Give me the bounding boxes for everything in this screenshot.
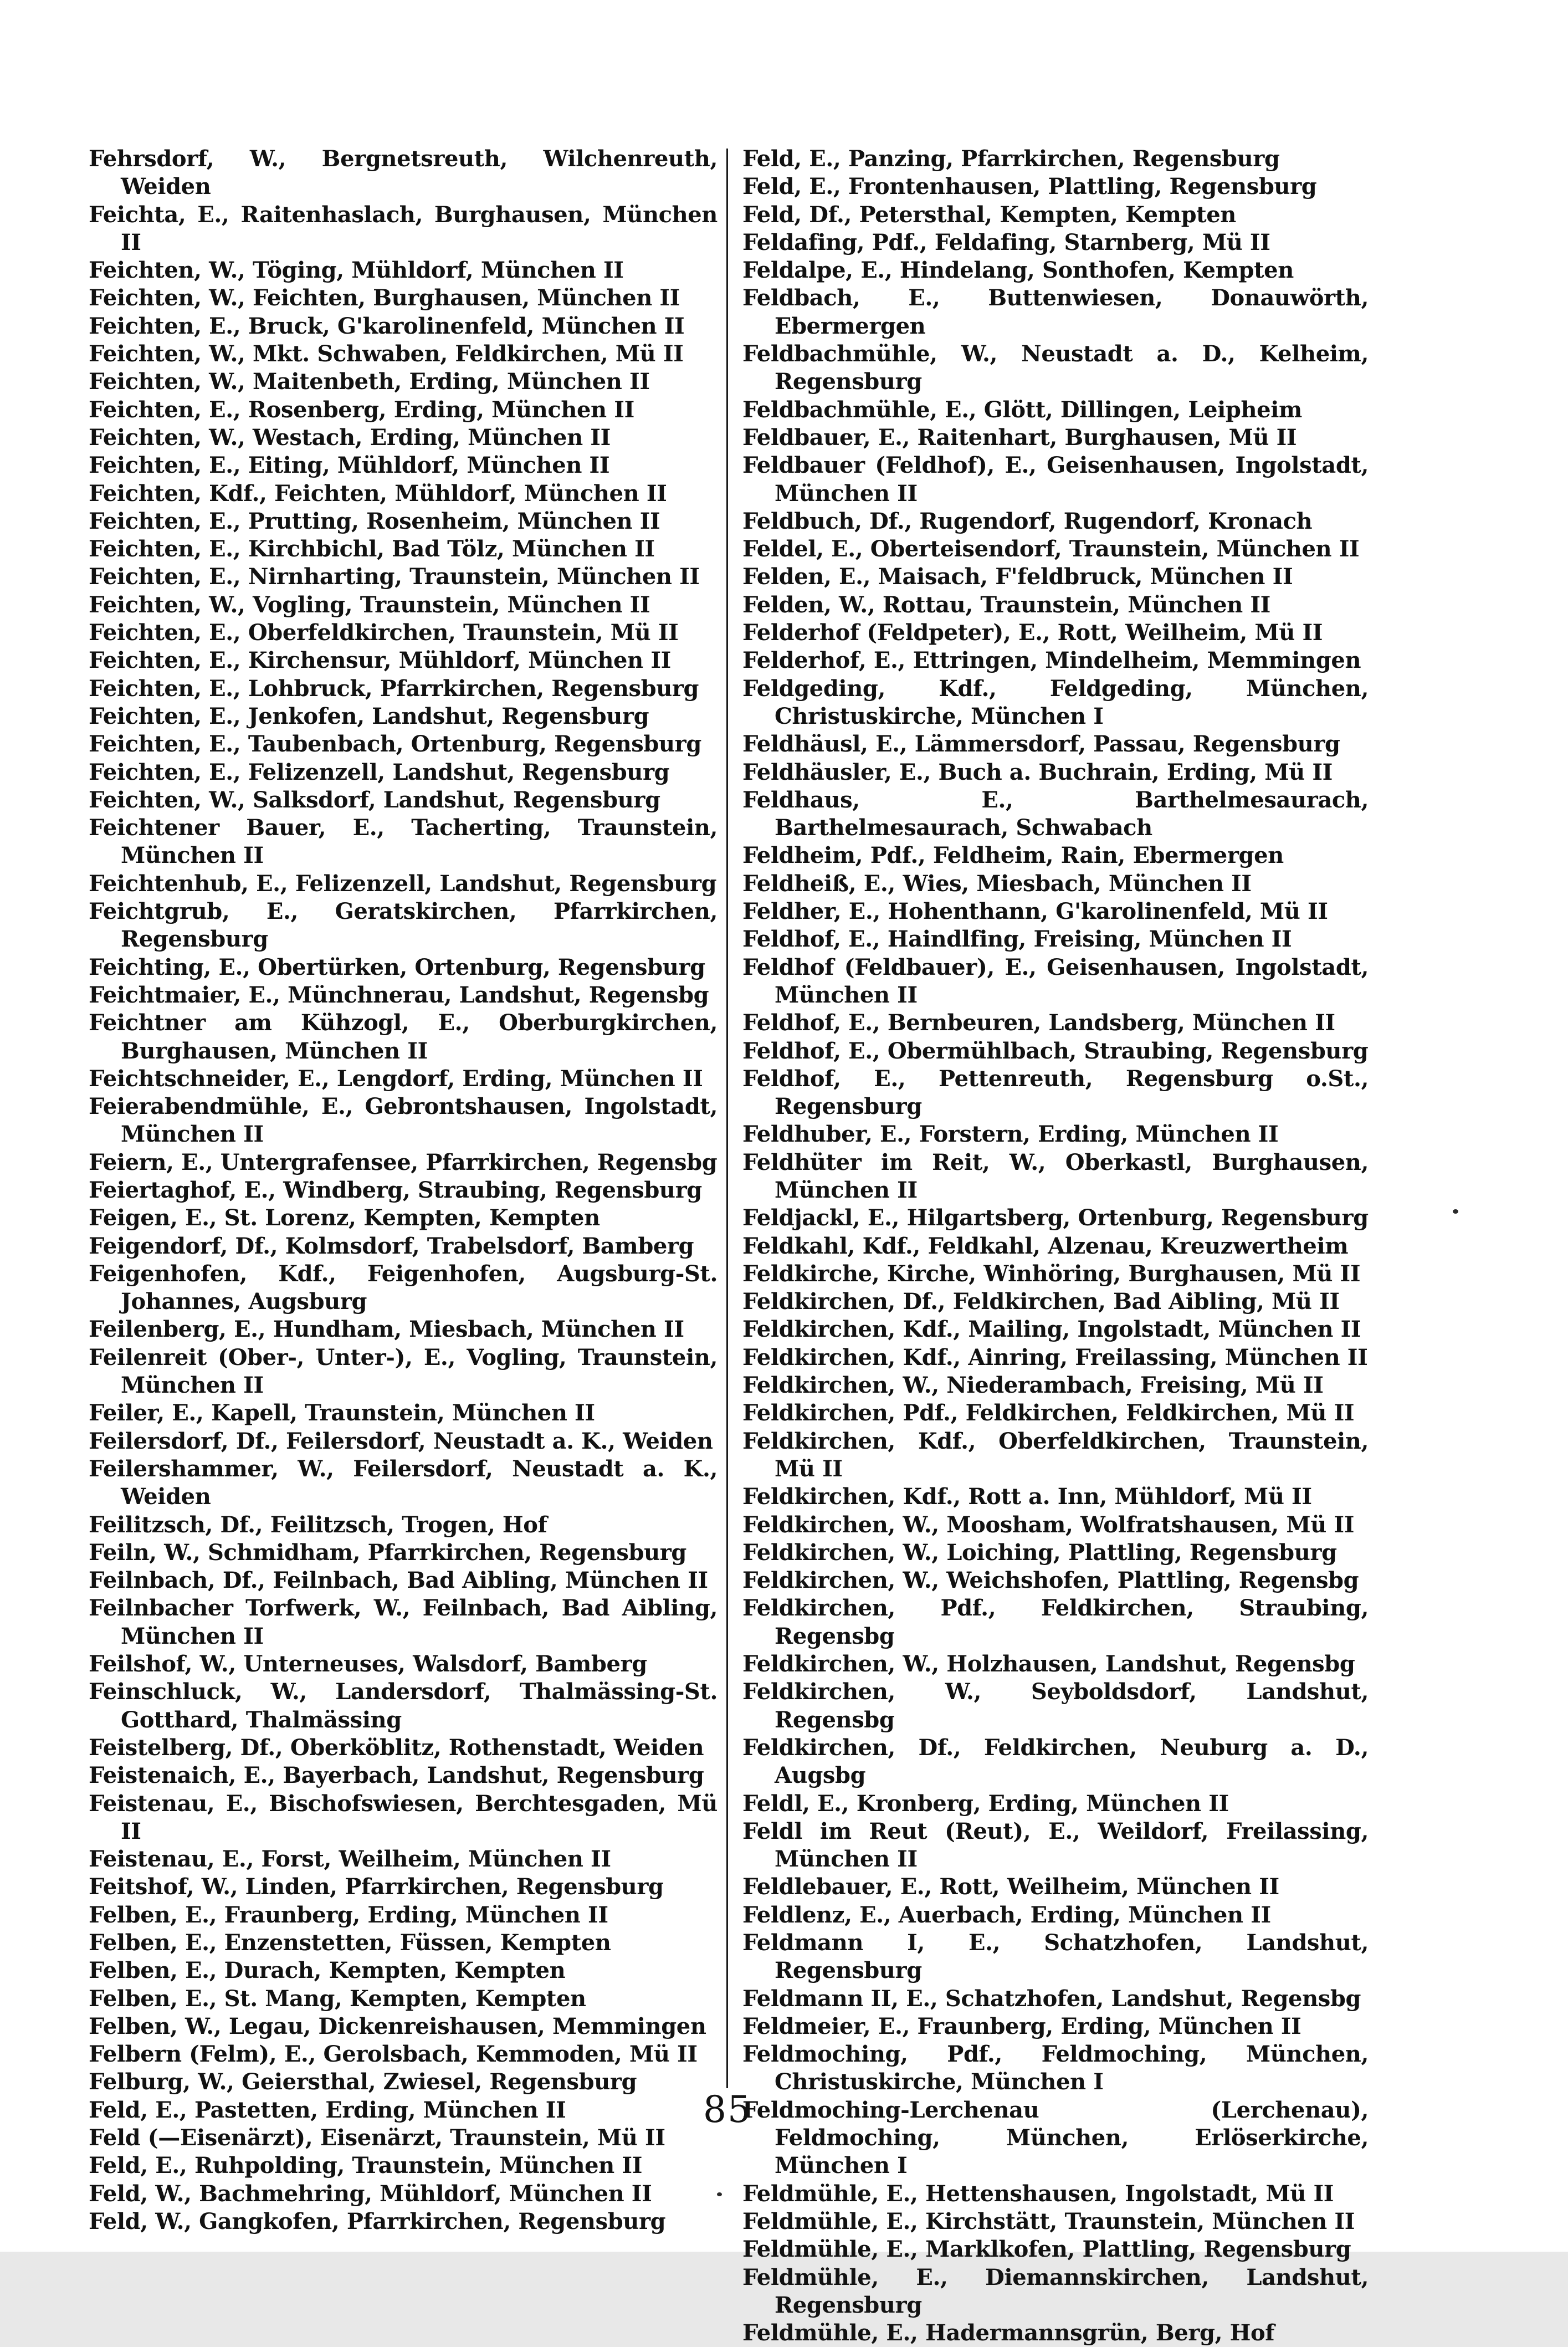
directory-entry: Feldmühle, E., Diemannskirchen, Landshut, Regensburg [742,2264,1369,2318]
directory-entry: Feldher, E., Hohenthann, G'karolinenfeld, Mü II [742,898,1328,925]
directory-entry: Felben, E., Durach, Kempten, Kempten [89,1957,566,1984]
directory-entry: Feichten, E., Felizenzell, Landshut, Regensburg [89,759,670,785]
directory-entry: Feitshof, W., Linden, Pfarrkirchen, Regensburg [89,1874,664,1900]
directory-entry: Feldkirchen, Kdf., Oberfeldkirchen, Traunstein, Mü II [742,1428,1369,1482]
directory-entry: Feldbauer (Feldhof), E., Geisenhausen, Ingolstadt, München II [742,452,1369,507]
directory-entry: Feldheiß, E., Wies, Miesbach, München II [742,870,1252,897]
directory-entry: Feiern, E., Untergrafensee, Pfarrkirchen, Regensbg [89,1149,718,1175]
directory-entry: Feld, E., Pastetten, Erding, München II [89,2097,566,2123]
directory-entry: Feldel, E., Oberteisendorf, Traunstein, München II [742,536,1360,563]
directory-entry: Felden, W., Rottau, Traunstein, München II [742,591,1270,618]
directory-entry: Feldjackl, E., Hilgartsberg, Ortenburg, Regensburg [742,1205,1369,1231]
directory-entry: Felben, W., Legau, Dickenreishausen, Memmingen [89,2013,706,2039]
directory-entry: Feldheim, Pdf., Feldheim, Rain, Ebermergen [742,842,1284,869]
directory-entry: Feiln, W., Schmidham, Pfarrkirchen, Regensburg [89,1539,687,1566]
directory-entry: Feldbuch, Df., Rugendorf, Rugendorf, Kronach [742,508,1313,534]
directory-entry: Feichten, E., Nirnharting, Traunstein, München II [89,564,700,590]
directory-entry: Feldkirchen, Pdf., Feldkirchen, Feldkirchen, Mü II [742,1400,1355,1426]
directory-entry: Feichten, E., Eiting, Mühldorf, München II [89,452,610,479]
directory-entry: Feld, Df., Petersthal, Kempten, Kempten [742,201,1236,228]
directory-entry: Feld (—Eisenärzt), Eisenärzt, Traunstein, Mü II [89,2125,665,2151]
directory-entry: Feichten, E., Oberfeldkirchen, Traunstein, Mü II [89,620,679,646]
directory-entry: Feierabendmühle, E., Gebrontshausen, Ingolstadt, München II [89,1093,718,1148]
directory-entry: Feld, W., Bachmehring, Mühldorf, München II [89,2180,652,2207]
directory-column-right [742,145,1369,2347]
directory-entry: Feldmühle, E., Kirchstätt, Traunstein, München II [742,2208,1355,2234]
directory-entry: Feigen, E., St. Lorenz, Kempten, Kempten [89,1205,600,1231]
directory-entry: Felderhof (Feldpeter), E., Rott, Weilheim, Mü II [742,620,1323,646]
directory-entry: Feldlenz, E., Auerbach, Erding, München II [742,1901,1271,1928]
directory-entry: Feistenau, E., Forst, Weilheim, München II [89,1846,611,1873]
directory-entry: Feldalpe, E., Hindelang, Sonthofen, Kempten [742,257,1294,284]
directory-entry: Feldkirchen, W., Seyboldsdorf, Landshut, Regensbg [742,1679,1369,1733]
column-divider-rule [726,149,728,2088]
directory-entry: Feldbachmühle, W., Neustadt a. D., Kelheim, Regensburg [742,341,1369,395]
directory-entry: Feldbauer, E., Raitenhart, Burghausen, Mü II [742,424,1297,451]
directory-entry: Feld, E., Frontenhausen, Plattling, Regensburg [742,173,1317,200]
directory-entry: Feistenaich, E., Bayerbach, Landshut, Regensburg [89,1762,704,1789]
directory-entry: Feldhaus, E., Barthelmesaurach, Barthelmesaurach, Schwabach [742,786,1369,841]
directory-entry: Feichten, E., Kirchensur, Mühldorf, München II [89,647,671,674]
directory-entry: Feichtgrub, E., Geratskirchen, Pfarrkirchen, Regensburg [89,898,718,953]
directory-entry: Feldkahl, Kdf., Feldkahl, Alzenau, Kreuzwertheim [742,1233,1349,1259]
directory-entry: Feilenreit (Ober-, Unter-), E., Vogling, Traunstein, München II [89,1344,718,1399]
directory-entry: Feld, E., Panzing, Pfarrkirchen, Regensburg [742,146,1280,172]
directory-entry: Feldkirche, Kirche, Winhöring, Burghausen, Mü II [742,1260,1361,1287]
directory-entry: Feldhäusl, E., Lämmersdorf, Passau, Regensburg [742,731,1340,758]
directory-entry: Feldmoching-Lerchenau (Lerchenau), Feldmoching, München, Erlöserkirche, München I [742,2097,1369,2179]
directory-entry: Feigenhofen, Kdf., Feigenhofen, Augsburg-St. Johannes, Augsburg [89,1260,718,1315]
directory-column-left [89,145,718,2236]
directory-entry: Feichten, Kdf., Feichten, Mühldorf, München II [89,480,667,507]
directory-entry: Fehrsdorf, W., Bergnetsreuth, Wilchenreuth, Weiden [89,146,718,200]
directory-entry: Feichten, W., Maitenbeth, Erding, München II [89,369,650,395]
directory-entry: Felbern (Felm), E., Gerolsbach, Kemmoden, Mü II [89,2041,698,2068]
directory-entry: Feldkirchen, Pdf., Feldkirchen, Straubing, Regensbg [742,1595,1369,1649]
directory-entry: Feilenberg, E., Hundham, Miesbach, München II [89,1316,684,1343]
directory-entry: Feldkirchen, Kdf., Ainring, Freilassing, München II [742,1344,1368,1371]
directory-entry: Felderhof, E., Ettringen, Mindelheim, Memmingen [742,647,1361,674]
directory-entry: Feldbach, E., Buttenwiesen, Donauwörth, Ebermergen [742,285,1369,339]
directory-entry: Feldbachmühle, E., Glött, Dillingen, Leipheim [742,396,1302,423]
directory-entry: Feldhof, E., Pettenreuth, Regensburg o.St., Regensburg [742,1065,1369,1120]
directory-entry: Feiertaghof, E., Windberg, Straubing, Regensburg [89,1177,702,1203]
directory-entry: Felben, E., Fraunberg, Erding, München II [89,1901,608,1928]
directory-entry: Feldkirchen, W., Loiching, Plattling, Regensburg [742,1539,1337,1566]
directory-entry: Feichten, W., Vogling, Traunstein, München II [89,591,650,618]
directory-entry: Feldhof, E., Bernbeuren, Landsberg, München II [742,1010,1335,1036]
directory-entry: Feldafing, Pdf., Feldafing, Starnberg, Mü II [742,229,1270,255]
directory-entry: Feigendorf, Df., Kolmsdorf, Trabelsdorf, Bamberg [89,1233,694,1259]
directory-entry: Feilnbach, Df., Feilnbach, Bad Aibling, München II [89,1567,708,1594]
directory-entry: Feistelberg, Df., Oberköblitz, Rothenstadt, Weiden [89,1734,704,1761]
directory-entry: Feichten, E., Taubenbach, Ortenburg, Regensburg [89,731,701,758]
directory-entry: Feldmoching, Pdf., Feldmoching, München, Christuskirche, München I [742,2041,1369,2095]
directory-entry: Feldgeding, Kdf., Feldgeding, München, Christuskirche, München I [742,675,1369,729]
directory-entry: Feldmühle, E., Hettenshausen, Ingolstadt, Mü II [742,2180,1334,2207]
directory-entry: Feichten, W., Feichten, Burghausen, München II [89,285,680,311]
directory-entry: Feld, E., Ruhpolding, Traunstein, München II [89,2152,643,2179]
directory-entry: Feldkirchen, W., Niederambach, Freising, Mü II [742,1372,1324,1399]
directory-entry: Felben, E., St. Mang, Kempten, Kempten [89,1985,586,2012]
directory-entry: Feldhof, E., Haindlfing, Freising, München II [742,926,1292,953]
directory-entry: Feldhüter im Reit, W., Oberkastl, Burghausen, München II [742,1149,1369,1203]
directory-entry: Feldkirchen, Kdf., Mailing, Ingolstadt, München II [742,1316,1361,1343]
directory-entry: Feichten, W., Töging, Mühldorf, München II [89,257,624,284]
directory-entry: Feichta, E., Raitenhaslach, Burghausen, München II [89,201,718,255]
directory-entry: Feldkirchen, W., Moosham, Wolfratshausen, Mü II [742,1511,1355,1538]
directory-entry: Feldl, E., Kronberg, Erding, München II [742,1790,1229,1817]
directory-entry: Feichten, W., Salksdorf, Landshut, Regensburg [89,786,660,813]
directory-entry: Feldlebauer, E., Rott, Weilheim, München II [742,1874,1279,1900]
directory-entry: Feldkirchen, W., Holzhausen, Landshut, Regensbg [742,1651,1355,1678]
directory-entry: Felden, E., Maisach, F'feldbruck, München II [742,564,1293,590]
scan-speck [717,2192,722,2196]
directory-entry: Feistenau, E., Bischofswiesen, Berchtesgaden, Mü II [89,1790,718,1844]
directory-entry: Feilershammer, W., Feilersdorf, Neustadt a. K., Weiden [89,1455,718,1510]
directory-entry: Feiler, E., Kapell, Traunstein, München II [89,1400,595,1426]
directory-entry: Feichtmaier, E., Münchnerau, Landshut, Regensbg [89,981,709,1008]
directory-entry: Feichten, W., Westach, Erding, München II [89,424,611,451]
page-number: 85 [703,2088,752,2131]
directory-entry: Feldkirchen, W., Weichshofen, Plattling, Regensbg [742,1567,1359,1594]
directory-entry: Feichten, E., Rosenberg, Erding, München II [89,396,634,423]
directory-entry: Feld, W., Gangkofen, Pfarrkirchen, Regensburg [89,2208,666,2234]
directory-entry: Feichten, E., Prutting, Rosenheim, München II [89,508,660,534]
directory-entry: Feichtener Bauer, E., Tacherting, Traunstein, München II [89,815,718,869]
directory-entry: Feilnbacher Torfwerk, W., Feilnbach, Bad Aibling, München II [89,1595,718,1649]
directory-entry: Feldhuber, E., Forstern, Erding, München II [742,1121,1279,1148]
directory-entry: Feldhof (Feldbauer), E., Geisenhausen, Ingolstadt, München II [742,954,1369,1008]
directory-entry: Feldhof, E., Obermühlbach, Straubing, Regensburg [742,1037,1369,1064]
directory-entry: Feldmeier, E., Fraunberg, Erding, München II [742,2013,1301,2039]
directory-entry: Feichten, E., Kirchbichl, Bad Tölz, München II [89,536,655,563]
directory-entry: Feilitzsch, Df., Feilitzsch, Trogen, Hof [89,1511,547,1538]
directory-entry: Feldl im Reut (Reut), E., Weildorf, Freilassing, München II [742,1818,1369,1873]
directory-entry: Feichten, E., Jenkofen, Landshut, Regensburg [89,703,649,729]
directory-entry: Feldmann I, E., Schatzhofen, Landshut, Regensburg [742,1930,1369,1984]
directory-entry: Feldkirchen, Kdf., Rott a. Inn, Mühldorf, Mü II [742,1484,1312,1510]
directory-entry: Feilersdorf, Df., Feilersdorf, Neustadt a. K., Weiden [89,1428,713,1454]
directory-entry: Feichten, E., Bruck, G'karolinenfeld, München II [89,313,685,339]
directory-entry: Feldmühle, E., Hadermannsgrün, Berg, Hof [742,2320,1275,2346]
directory-entry: Feinschluck, W., Landersdorf, Thalmässing-St. Gotthard, Thalmässing [89,1679,718,1733]
directory-entry: Feichtenhub, E., Felizenzell, Landshut, Regensburg [89,870,717,897]
directory-entry: Feichtschneider, E., Lengdorf, Erding, München II [89,1065,703,1092]
directory-entry: Feldmühle, E., Marklkofen, Plattling, Regensburg [742,2236,1351,2263]
directory-entry: Feichten, W., Mkt. Schwaben, Feldkirchen, Mü II [89,341,684,367]
scan-speck [1453,1209,1458,1214]
directory-entry: Feldkirchen, Df., Feldkirchen, Bad Aibling, Mü II [742,1288,1340,1315]
directory-entry: Feldkirchen, Df., Feldkirchen, Neuburg a. D., Augsbg [742,1734,1369,1789]
directory-entry: Feilshof, W., Unterneuses, Walsdorf, Bamberg [89,1651,647,1678]
directory-entry: Feichtner am Kühzogl, E., Oberburgkirchen, Burghausen, München II [89,1010,718,1064]
directory-entry: Felburg, W., Geiersthal, Zwiesel, Regensburg [89,2069,637,2095]
directory-entry: Feldmann II, E., Schatzhofen, Landshut, Regensbg [742,1985,1361,2012]
directory-entry: Feichten, E., Lohbruck, Pfarrkirchen, Regensburg [89,675,699,702]
directory-entry: Feichting, E., Obertürken, Ortenburg, Regensburg [89,954,705,980]
directory-entry: Felben, E., Enzenstetten, Füssen, Kempten [89,1930,611,1956]
directory-entry: Feldhäusler, E., Buch a. Buchrain, Erding, Mü II [742,759,1333,785]
